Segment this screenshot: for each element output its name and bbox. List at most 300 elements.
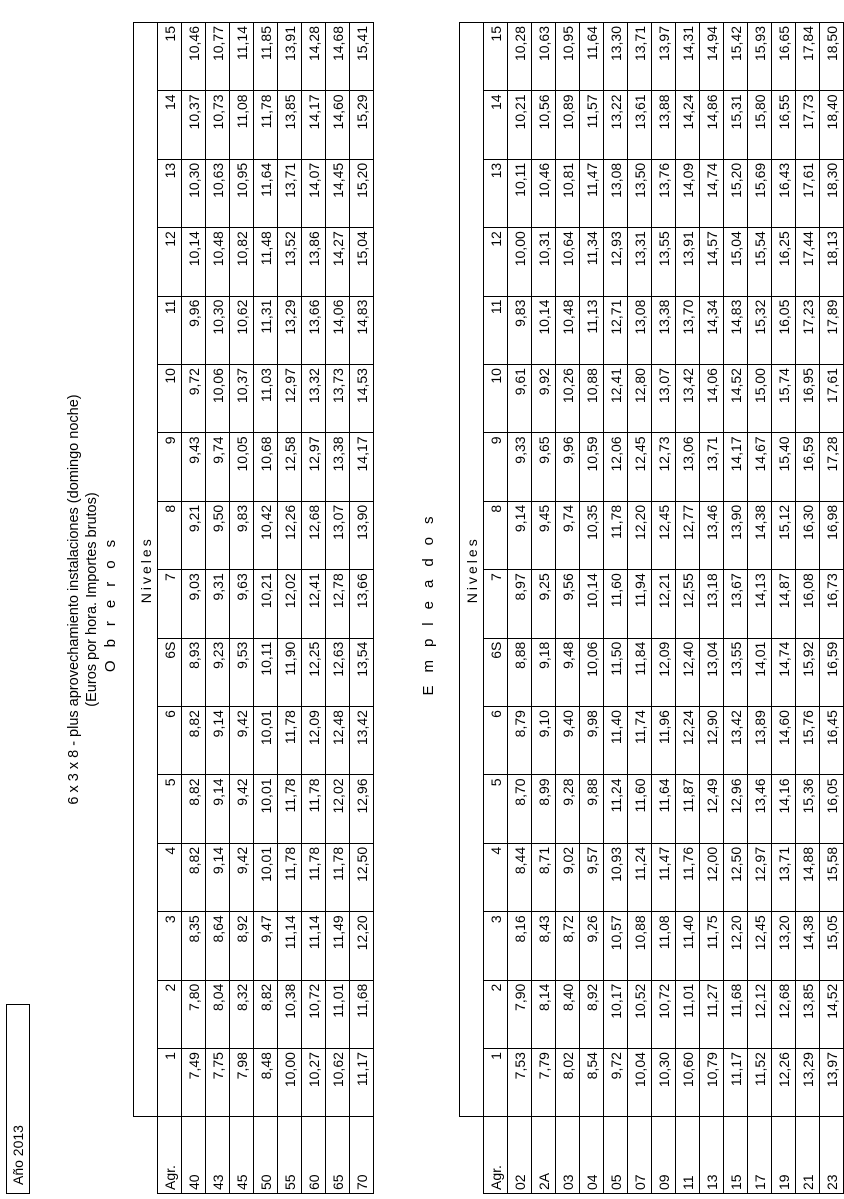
value-cell: 9,92 bbox=[532, 365, 556, 433]
value-cell: 9,96 bbox=[182, 296, 206, 364]
value-cell: 9,43 bbox=[182, 433, 206, 501]
value-cell: 12,63 bbox=[326, 638, 350, 706]
value-cell: 12,00 bbox=[700, 843, 724, 911]
value-cell: 10,73 bbox=[206, 91, 230, 159]
column-header: 6S bbox=[158, 638, 182, 706]
value-cell: 14,52 bbox=[820, 980, 844, 1048]
value-cell: 12,77 bbox=[676, 501, 700, 569]
column-header: 8 bbox=[158, 501, 182, 569]
value-cell: 8,99 bbox=[532, 775, 556, 843]
value-cell: 8,48 bbox=[254, 1049, 278, 1117]
value-cell: 9,61 bbox=[508, 365, 532, 433]
value-cell: 9,98 bbox=[580, 707, 604, 775]
value-cell: 12,68 bbox=[772, 980, 796, 1048]
column-header: 15 bbox=[484, 23, 508, 91]
value-cell: 15,80 bbox=[748, 91, 772, 159]
value-cell: 8,82 bbox=[182, 707, 206, 775]
value-cell: 11,85 bbox=[254, 23, 278, 91]
value-cell: 13,55 bbox=[652, 228, 676, 296]
table-row bbox=[652, 23, 676, 1194]
value-cell: 11,64 bbox=[580, 23, 604, 91]
value-cell: 12,12 bbox=[748, 980, 772, 1048]
value-cell: 13,71 bbox=[278, 159, 302, 227]
value-cell: 15,32 bbox=[748, 296, 772, 364]
value-cell: 13,06 bbox=[676, 433, 700, 501]
value-cell: 7,75 bbox=[206, 1049, 230, 1117]
agr-cell: 03 bbox=[556, 1117, 580, 1194]
column-header: 11 bbox=[484, 296, 508, 364]
agr-cell: 60 bbox=[302, 1117, 326, 1194]
value-cell: 12,06 bbox=[604, 433, 628, 501]
value-cell: 11,64 bbox=[652, 775, 676, 843]
value-cell: 13,42 bbox=[676, 365, 700, 433]
value-cell: 10,81 bbox=[556, 159, 580, 227]
value-cell: 7,49 bbox=[182, 1049, 206, 1117]
value-cell: 11,96 bbox=[652, 707, 676, 775]
value-cell: 10,00 bbox=[278, 1049, 302, 1117]
value-cell: 16,65 bbox=[772, 23, 796, 91]
value-cell: 11,03 bbox=[254, 365, 278, 433]
value-cell: 10,14 bbox=[580, 570, 604, 638]
value-cell: 10,57 bbox=[604, 912, 628, 980]
column-header: 9 bbox=[158, 433, 182, 501]
value-cell: 15,76 bbox=[796, 707, 820, 775]
value-cell: 12,49 bbox=[700, 775, 724, 843]
value-cell: 17,73 bbox=[796, 91, 820, 159]
value-cell: 8,92 bbox=[230, 912, 254, 980]
value-cell: 14,17 bbox=[724, 433, 748, 501]
value-cell: 13,22 bbox=[604, 91, 628, 159]
column-header: 6 bbox=[158, 707, 182, 775]
value-cell: 14,88 bbox=[796, 843, 820, 911]
value-cell: 13,46 bbox=[700, 501, 724, 569]
value-cell: 7,90 bbox=[508, 980, 532, 1048]
value-cell: 10,37 bbox=[182, 91, 206, 159]
value-cell: 11,78 bbox=[278, 775, 302, 843]
column-header: 4 bbox=[484, 843, 508, 911]
value-cell: 10,11 bbox=[254, 638, 278, 706]
value-cell: 13,42 bbox=[350, 707, 374, 775]
column-header: 5 bbox=[158, 775, 182, 843]
value-cell: 9,65 bbox=[532, 433, 556, 501]
value-cell: 11,78 bbox=[302, 775, 326, 843]
value-cell: 9,83 bbox=[508, 296, 532, 364]
value-cell: 8,32 bbox=[230, 980, 254, 1048]
value-cell: 13,29 bbox=[796, 1049, 820, 1117]
value-cell: 12,40 bbox=[676, 638, 700, 706]
value-cell: 8,82 bbox=[182, 843, 206, 911]
value-cell: 8,92 bbox=[580, 980, 604, 1048]
value-cell: 8,72 bbox=[556, 912, 580, 980]
value-cell: 14,09 bbox=[676, 159, 700, 227]
value-cell: 16,25 bbox=[772, 228, 796, 296]
table-row bbox=[628, 23, 652, 1194]
value-cell: 11,40 bbox=[604, 707, 628, 775]
value-cell: 13,08 bbox=[604, 159, 628, 227]
column-header: 14 bbox=[158, 91, 182, 159]
value-cell: 14,07 bbox=[302, 159, 326, 227]
value-cell: 12,02 bbox=[326, 775, 350, 843]
table-row bbox=[796, 23, 820, 1194]
value-cell: 13,61 bbox=[628, 91, 652, 159]
value-cell: 10,30 bbox=[206, 296, 230, 364]
document-title: 6 x 3 x 8 - plus aprovechamiento instalaciones (domingo noche) bbox=[66, 394, 82, 805]
agr-cell: 23 bbox=[820, 1117, 844, 1194]
column-header: 7 bbox=[158, 570, 182, 638]
value-cell: 12,97 bbox=[302, 433, 326, 501]
value-cell: 8,44 bbox=[508, 843, 532, 911]
value-cell: 8,82 bbox=[254, 980, 278, 1048]
value-cell: 8,40 bbox=[556, 980, 580, 1048]
value-cell: 13,85 bbox=[796, 980, 820, 1048]
value-cell: 14,83 bbox=[724, 296, 748, 364]
value-cell: 10,89 bbox=[556, 91, 580, 159]
section-title-empleados: Empleados bbox=[420, 503, 437, 696]
table-row bbox=[604, 23, 628, 1194]
value-cell: 12,93 bbox=[604, 228, 628, 296]
value-cell: 11,47 bbox=[652, 843, 676, 911]
value-cell: 14,31 bbox=[676, 23, 700, 91]
value-cell: 11,64 bbox=[254, 159, 278, 227]
value-cell: 14,45 bbox=[326, 159, 350, 227]
value-cell: 13,38 bbox=[652, 296, 676, 364]
value-cell: 10,52 bbox=[628, 980, 652, 1048]
value-cell: 8,82 bbox=[182, 775, 206, 843]
agr-header: Agr. bbox=[158, 1117, 182, 1194]
value-cell: 11,78 bbox=[604, 501, 628, 569]
value-cell: 8,88 bbox=[508, 638, 532, 706]
table-row bbox=[580, 23, 604, 1194]
value-cell: 15,58 bbox=[820, 843, 844, 911]
value-cell: 13,97 bbox=[820, 1049, 844, 1117]
value-cell: 13,20 bbox=[772, 912, 796, 980]
value-cell: 12,20 bbox=[628, 501, 652, 569]
value-cell: 9,26 bbox=[580, 912, 604, 980]
value-cell: 13,46 bbox=[748, 775, 772, 843]
agr-cell: 65 bbox=[326, 1117, 350, 1194]
column-header: 6 bbox=[484, 707, 508, 775]
value-cell: 14,06 bbox=[700, 365, 724, 433]
column-header: 12 bbox=[158, 228, 182, 296]
value-cell: 9,31 bbox=[206, 570, 230, 638]
table-row bbox=[326, 23, 350, 1194]
value-cell: 13,52 bbox=[278, 228, 302, 296]
value-cell: 11,17 bbox=[350, 1049, 374, 1117]
value-cell: 9,18 bbox=[532, 638, 556, 706]
value-cell: 18,50 bbox=[820, 23, 844, 91]
value-cell: 13,70 bbox=[676, 296, 700, 364]
value-cell: 7,79 bbox=[532, 1049, 556, 1117]
value-cell: 10,06 bbox=[580, 638, 604, 706]
value-cell: 14,17 bbox=[302, 91, 326, 159]
value-cell: 13,66 bbox=[302, 296, 326, 364]
value-cell: 11,90 bbox=[278, 638, 302, 706]
value-cell: 13,76 bbox=[652, 159, 676, 227]
document-subtitle: (Euros por hora. Importes brutos) bbox=[84, 492, 100, 707]
agr-cell: 55 bbox=[278, 1117, 302, 1194]
value-cell: 15,12 bbox=[772, 501, 796, 569]
value-cell: 11,48 bbox=[254, 228, 278, 296]
value-cell: 7,80 bbox=[182, 980, 206, 1048]
value-cell: 11,01 bbox=[326, 980, 350, 1048]
value-cell: 13,66 bbox=[350, 570, 374, 638]
value-cell: 11,34 bbox=[580, 228, 604, 296]
value-cell: 15,54 bbox=[748, 228, 772, 296]
value-cell: 10,05 bbox=[230, 433, 254, 501]
value-cell: 17,28 bbox=[820, 433, 844, 501]
value-cell: 10,46 bbox=[532, 159, 556, 227]
agr-cell: 13 bbox=[700, 1117, 724, 1194]
value-cell: 10,95 bbox=[556, 23, 580, 91]
value-cell: 11,68 bbox=[350, 980, 374, 1048]
value-cell: 9,48 bbox=[556, 638, 580, 706]
value-cell: 11,50 bbox=[604, 638, 628, 706]
value-cell: 12,50 bbox=[350, 843, 374, 911]
value-cell: 13,07 bbox=[652, 365, 676, 433]
value-cell: 13,29 bbox=[278, 296, 302, 364]
value-cell: 14,74 bbox=[772, 638, 796, 706]
agr-cell: 11 bbox=[676, 1117, 700, 1194]
value-cell: 10,14 bbox=[532, 296, 556, 364]
value-cell: 12,48 bbox=[326, 707, 350, 775]
value-cell: 14,34 bbox=[700, 296, 724, 364]
value-cell: 10,21 bbox=[508, 91, 532, 159]
value-cell: 11,49 bbox=[326, 912, 350, 980]
table-row bbox=[676, 23, 700, 1194]
value-cell: 8,43 bbox=[532, 912, 556, 980]
value-cell: 13,38 bbox=[326, 433, 350, 501]
value-cell: 10,77 bbox=[206, 23, 230, 91]
value-cell: 9,53 bbox=[230, 638, 254, 706]
value-cell: 10,60 bbox=[676, 1049, 700, 1117]
table-obreros bbox=[133, 22, 374, 1194]
value-cell: 10,17 bbox=[604, 980, 628, 1048]
value-cell: 12,45 bbox=[652, 501, 676, 569]
value-cell: 10,00 bbox=[508, 228, 532, 296]
value-cell: 15,20 bbox=[350, 159, 374, 227]
value-cell: 14,28 bbox=[302, 23, 326, 91]
year-label: Año 2013 bbox=[6, 1004, 30, 1194]
value-cell: 11,74 bbox=[628, 707, 652, 775]
agr-cell: 05 bbox=[604, 1117, 628, 1194]
value-cell: 11,87 bbox=[676, 775, 700, 843]
value-cell: 15,05 bbox=[820, 912, 844, 980]
value-cell: 9,23 bbox=[206, 638, 230, 706]
table-row bbox=[182, 23, 206, 1194]
value-cell: 14,83 bbox=[350, 296, 374, 364]
value-cell: 11,78 bbox=[278, 843, 302, 911]
table-levels-row bbox=[460, 23, 484, 1194]
value-cell: 8,02 bbox=[556, 1049, 580, 1117]
value-cell: 13,30 bbox=[604, 23, 628, 91]
value-cell: 10,48 bbox=[556, 296, 580, 364]
table-row bbox=[748, 23, 772, 1194]
value-cell: 15,00 bbox=[748, 365, 772, 433]
value-cell: 16,95 bbox=[796, 365, 820, 433]
value-cell: 16,30 bbox=[796, 501, 820, 569]
value-cell: 10,79 bbox=[700, 1049, 724, 1117]
column-header: 1 bbox=[484, 1049, 508, 1117]
agr-cell: 04 bbox=[580, 1117, 604, 1194]
levels-header: Niveles bbox=[460, 23, 484, 1118]
value-cell: 17,44 bbox=[796, 228, 820, 296]
value-cell: 16,55 bbox=[772, 91, 796, 159]
value-cell: 11,24 bbox=[628, 843, 652, 911]
value-cell: 13,67 bbox=[724, 570, 748, 638]
value-cell: 13,54 bbox=[350, 638, 374, 706]
value-cell: 9,42 bbox=[230, 843, 254, 911]
agr-cell: 19 bbox=[772, 1117, 796, 1194]
value-cell: 15,92 bbox=[796, 638, 820, 706]
value-cell: 15,69 bbox=[748, 159, 772, 227]
value-cell: 12,73 bbox=[652, 433, 676, 501]
value-cell: 9,42 bbox=[230, 775, 254, 843]
table-levels-row bbox=[134, 23, 158, 1194]
value-cell: 13,71 bbox=[628, 23, 652, 91]
agr-cell: 40 bbox=[182, 1117, 206, 1194]
value-cell: 13,91 bbox=[278, 23, 302, 91]
value-cell: 11,78 bbox=[254, 91, 278, 159]
value-cell: 18,30 bbox=[820, 159, 844, 227]
table-row bbox=[508, 23, 532, 1194]
value-cell: 9,03 bbox=[182, 570, 206, 638]
table-header-row bbox=[158, 23, 182, 1194]
value-cell: 9,47 bbox=[254, 912, 278, 980]
value-cell: 10,35 bbox=[580, 501, 604, 569]
value-cell: 9,33 bbox=[508, 433, 532, 501]
value-cell: 9,83 bbox=[230, 501, 254, 569]
table-row bbox=[206, 23, 230, 1194]
value-cell: 17,61 bbox=[796, 159, 820, 227]
value-cell: 9,72 bbox=[604, 1049, 628, 1117]
value-cell: 13,32 bbox=[302, 365, 326, 433]
value-cell: 16,59 bbox=[820, 638, 844, 706]
value-cell: 11,84 bbox=[628, 638, 652, 706]
value-cell: 7,53 bbox=[508, 1049, 532, 1117]
value-cell: 10,68 bbox=[254, 433, 278, 501]
column-header: 12 bbox=[484, 228, 508, 296]
value-cell: 10,64 bbox=[556, 228, 580, 296]
value-cell: 9,14 bbox=[508, 501, 532, 569]
value-cell: 12,96 bbox=[724, 775, 748, 843]
value-cell: 16,05 bbox=[772, 296, 796, 364]
value-cell: 15,36 bbox=[796, 775, 820, 843]
value-cell: 16,08 bbox=[796, 570, 820, 638]
value-cell: 8,64 bbox=[206, 912, 230, 980]
value-cell: 14,24 bbox=[676, 91, 700, 159]
value-cell: 11,14 bbox=[230, 23, 254, 91]
value-cell: 13,50 bbox=[628, 159, 652, 227]
agr-cell: 50 bbox=[254, 1117, 278, 1194]
column-header: 7 bbox=[484, 570, 508, 638]
value-cell: 10,01 bbox=[254, 775, 278, 843]
value-cell: 9,21 bbox=[182, 501, 206, 569]
value-cell: 11,78 bbox=[278, 707, 302, 775]
value-cell: 9,25 bbox=[532, 570, 556, 638]
value-cell: 11,76 bbox=[676, 843, 700, 911]
value-cell: 10,11 bbox=[508, 159, 532, 227]
value-cell: 17,23 bbox=[796, 296, 820, 364]
value-cell: 13,08 bbox=[628, 296, 652, 364]
value-cell: 12,90 bbox=[700, 707, 724, 775]
value-cell: 11,01 bbox=[676, 980, 700, 1048]
value-cell: 9,88 bbox=[580, 775, 604, 843]
value-cell: 8,93 bbox=[182, 638, 206, 706]
value-cell: 16,59 bbox=[796, 433, 820, 501]
value-cell: 13,31 bbox=[628, 228, 652, 296]
value-cell: 14,38 bbox=[796, 912, 820, 980]
value-cell: 13,18 bbox=[700, 570, 724, 638]
value-cell: 9,14 bbox=[206, 707, 230, 775]
value-cell: 16,45 bbox=[820, 707, 844, 775]
value-cell: 11,75 bbox=[700, 912, 724, 980]
value-cell: 13,71 bbox=[700, 433, 724, 501]
value-cell: 10,38 bbox=[278, 980, 302, 1048]
value-cell: 13,88 bbox=[652, 91, 676, 159]
value-cell: 12,02 bbox=[278, 570, 302, 638]
value-cell: 12,96 bbox=[350, 775, 374, 843]
value-cell: 10,63 bbox=[532, 23, 556, 91]
table-row bbox=[350, 23, 374, 1194]
value-cell: 14,38 bbox=[748, 501, 772, 569]
value-cell: 8,71 bbox=[532, 843, 556, 911]
value-cell: 12,41 bbox=[604, 365, 628, 433]
value-cell: 11,08 bbox=[230, 91, 254, 159]
value-cell: 8,04 bbox=[206, 980, 230, 1048]
value-cell: 9,14 bbox=[206, 775, 230, 843]
value-cell: 12,09 bbox=[652, 638, 676, 706]
value-cell: 11,40 bbox=[676, 912, 700, 980]
value-cell: 14,01 bbox=[748, 638, 772, 706]
table-row bbox=[230, 23, 254, 1194]
value-cell: 13,07 bbox=[326, 501, 350, 569]
column-header: 13 bbox=[484, 159, 508, 227]
value-cell: 10,37 bbox=[230, 365, 254, 433]
agr-cell: 43 bbox=[206, 1117, 230, 1194]
value-cell: 14,74 bbox=[700, 159, 724, 227]
value-cell: 15,41 bbox=[350, 23, 374, 91]
value-cell: 13,86 bbox=[302, 228, 326, 296]
value-cell: 9,74 bbox=[556, 501, 580, 569]
value-cell: 18,13 bbox=[820, 228, 844, 296]
value-cell: 11,60 bbox=[628, 775, 652, 843]
value-cell: 9,42 bbox=[230, 707, 254, 775]
value-cell: 12,97 bbox=[748, 843, 772, 911]
agr-cell: 09 bbox=[652, 1117, 676, 1194]
value-cell: 14,68 bbox=[326, 23, 350, 91]
column-header: 11 bbox=[158, 296, 182, 364]
value-cell: 14,52 bbox=[724, 365, 748, 433]
agr-cell: 07 bbox=[628, 1117, 652, 1194]
value-cell: 10,01 bbox=[254, 843, 278, 911]
value-cell: 10,56 bbox=[532, 91, 556, 159]
value-cell: 11,60 bbox=[604, 570, 628, 638]
value-cell: 14,67 bbox=[748, 433, 772, 501]
table-row bbox=[700, 23, 724, 1194]
agr-cell: 45 bbox=[230, 1117, 254, 1194]
value-cell: 13,55 bbox=[724, 638, 748, 706]
value-cell: 8,97 bbox=[508, 570, 532, 638]
value-cell: 14,60 bbox=[772, 707, 796, 775]
table-row bbox=[772, 23, 796, 1194]
value-cell: 11,57 bbox=[580, 91, 604, 159]
value-cell: 12,45 bbox=[748, 912, 772, 980]
value-cell: 9,02 bbox=[556, 843, 580, 911]
value-cell: 10,48 bbox=[206, 228, 230, 296]
value-cell: 12,20 bbox=[724, 912, 748, 980]
value-cell: 13,71 bbox=[772, 843, 796, 911]
value-cell: 13,85 bbox=[278, 91, 302, 159]
